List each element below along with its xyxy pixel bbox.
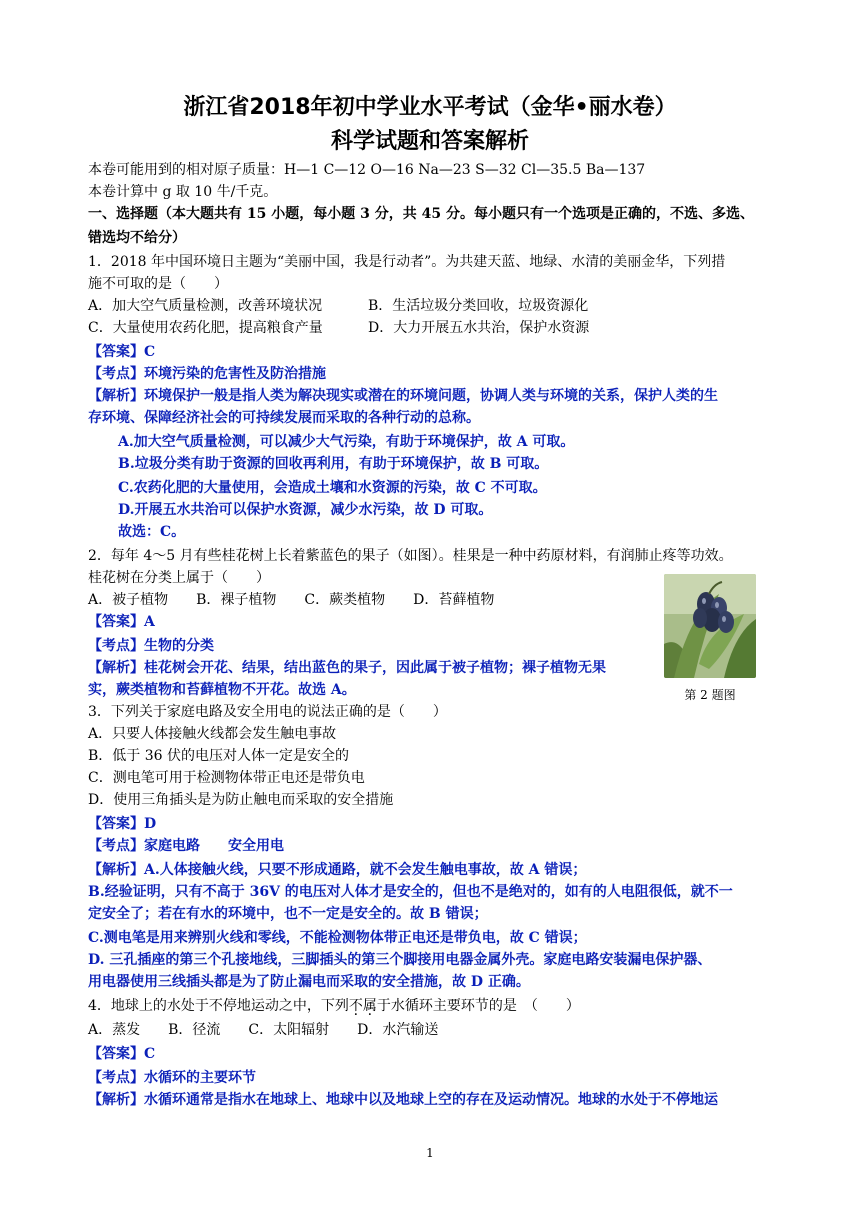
q1-analysis: 【解析】环境保护一般是指人类为解决现实或潜在的环境问题，协调人类与环境的关系，保护人类的生 <box>88 388 718 404</box>
q3-option-a: A．只要人体接触火线都会发生触电事故 <box>88 726 337 742</box>
q1-analysis-a: A.加大空气质量检测，可以减少大气污染，有助于环境保护，故 A 可取。 <box>118 434 575 450</box>
q1-answer: 【答案】C <box>88 344 156 360</box>
q4-stem <box>88 996 580 1016</box>
q1-option-a: A．加大空气质量检测，改善环境状况 <box>88 298 323 314</box>
q4-stem-post: 水循环主要环节的是 （ ） <box>390 998 580 1014</box>
q3-option-d: D．使用三角插头是为防止触电而采取的安全措施 <box>88 792 394 808</box>
osmanthus-fruit-photo <box>664 574 756 678</box>
q1-options-row2 <box>88 318 589 338</box>
q3-analysis-c: C.测电笔是用来辨别火线和零线，不能检测物体带正电还是带负电，故 C 错误； <box>88 930 587 946</box>
q4-options: A．蒸发 B．径流 C．太阳辐射 D．水汽输送 <box>88 1022 439 1038</box>
q4-point: 【考点】水循环的主要环节 <box>88 1070 256 1086</box>
q4-stem-mid: 于 <box>376 998 391 1014</box>
q3-analysis: 【解析】A.人体接触火线，只要不形成通路，就不会发生触电事故，故 A 错误； <box>88 862 587 878</box>
q4-answer: 【答案】C <box>88 1046 156 1062</box>
q3-point: 【考点】家庭电路 安全用电 <box>88 838 284 854</box>
q1-analysis-cont: 存环境、保障经济社会的可持续发展而采取的各种行动的总称。 <box>88 410 480 426</box>
gravity-note: 本卷计算中 g 取 10 牛/千克。 <box>88 184 278 200</box>
q4-emphasis-belong: 属 <box>362 998 377 1014</box>
q3-analysis-d-cont: 用电器使用三线插头都是为了防止漏电而采取的安全措施，故 D 正确。 <box>88 974 530 990</box>
q2-stem: 2．每年 4～5 月有些桂花树上长着紫蓝色的果子（如图）。桂果是一种中药原材料，有润肺止疼等功效。 <box>88 548 733 564</box>
q1-analysis-c: C.农药化肥的大量使用，会造成土壤和水资源的污染，故 C 不可取。 <box>118 480 547 496</box>
q3-analysis-b-cont: 定安全了；若在有水的环境中，也不一定是安全的。故 B 错误； <box>88 906 488 922</box>
q1-point: 【考点】环境污染的危害性及防治措施 <box>88 366 326 382</box>
atomic-mass-note: 本卷可能用到的相对原子质量：H—1 C—12 O—16 Na—23 S—32 Cl—35.5 Ba—137 <box>88 162 646 178</box>
q3-analysis-b: B.经验证明，只有不高于 36V 的电压对人体才是安全的，但也不是绝对的，如有的人电阻很低，就不一 <box>88 884 733 900</box>
q3-stem: 3．下列关于家庭电路及安全用电的说法正确的是（ ） <box>88 704 447 720</box>
q1-option-c: C．大量使用农药化肥，提高粮食产量 <box>88 320 323 336</box>
q2-analysis: 【解析】桂花树会开花、结果，结出蓝色的果子，因此属于被子植物；裸子植物无果 <box>88 660 606 676</box>
section-heading-cont: 错选均不给分） <box>88 230 186 246</box>
q2-point: 【考点】生物的分类 <box>88 638 214 654</box>
q4-emphasis-not: 不 <box>348 998 363 1014</box>
page-number: 1 <box>426 1146 434 1160</box>
q1-stem: 1．2018 年中国环境日主题为“美丽中国，我是行动者”。为共建天蓝、地绿、水清的美丽金华，下列措 <box>88 254 726 270</box>
q2-answer: 【答案】A <box>88 614 155 630</box>
q1-conclusion: 故选：C。 <box>118 524 186 540</box>
q3-option-c: C．测电笔可用于检测物体带正电还是带负电 <box>88 770 365 786</box>
q1-option-b: B．生活垃圾分类回收，垃圾资源化 <box>368 298 589 314</box>
q1-stem-cont: 施不可取的是（ ） <box>88 276 228 292</box>
exam-title: 浙江省2018年初中学业水平考试（金华•丽水卷） <box>183 95 677 120</box>
q1-analysis-d: D.开展五水共治可以保护水资源，减少水污染，故 D 可取。 <box>118 502 493 518</box>
q3-analysis-d: D. 三孔插座的第三个孔接地线，三脚插头的第三个脚接用电器金属外壳。家庭电路安装漏电保护器、 <box>88 952 712 968</box>
q1-options-row1 <box>88 296 588 316</box>
exam-subtitle: 科学试题和答案解析 <box>330 129 529 154</box>
q2-options: A．被子植物 B．裸子植物 C．蕨类植物 D．苔藓植物 <box>88 592 495 608</box>
q1-option-d: D．大力开展五水共治，保护水资源 <box>368 320 590 336</box>
q1-analysis-b: B.垃圾分类有助于资源的回收再利用，有助于环境保护，故 B 可取。 <box>118 456 549 472</box>
figure-caption: 第 2 题图 <box>684 688 736 702</box>
q4-analysis: 【解析】水循环通常是指水在地球上、地球中以及地球上空的存在及运动情况。地球的水处于不停地运 <box>88 1092 718 1108</box>
q3-answer: 【答案】D <box>88 816 157 832</box>
q3-option-b: B．低于 36 伏的电压对人体一定是安全的 <box>88 748 350 764</box>
q4-stem-pre: 4．地球上的水处于不停地运动之中，下列 <box>88 998 349 1014</box>
section-heading: 一、选择题（本大题共有 15 小题，每小题 3 分，共 45 分。每小题只有一个选项是正确的，不选、多选、 <box>88 206 754 222</box>
q2-stem-cont: 桂花树在分类上属于（ ） <box>88 570 270 586</box>
q2-analysis-cont: 实，蕨类植物和苔藓植物不开花。故选 A。 <box>88 682 356 698</box>
